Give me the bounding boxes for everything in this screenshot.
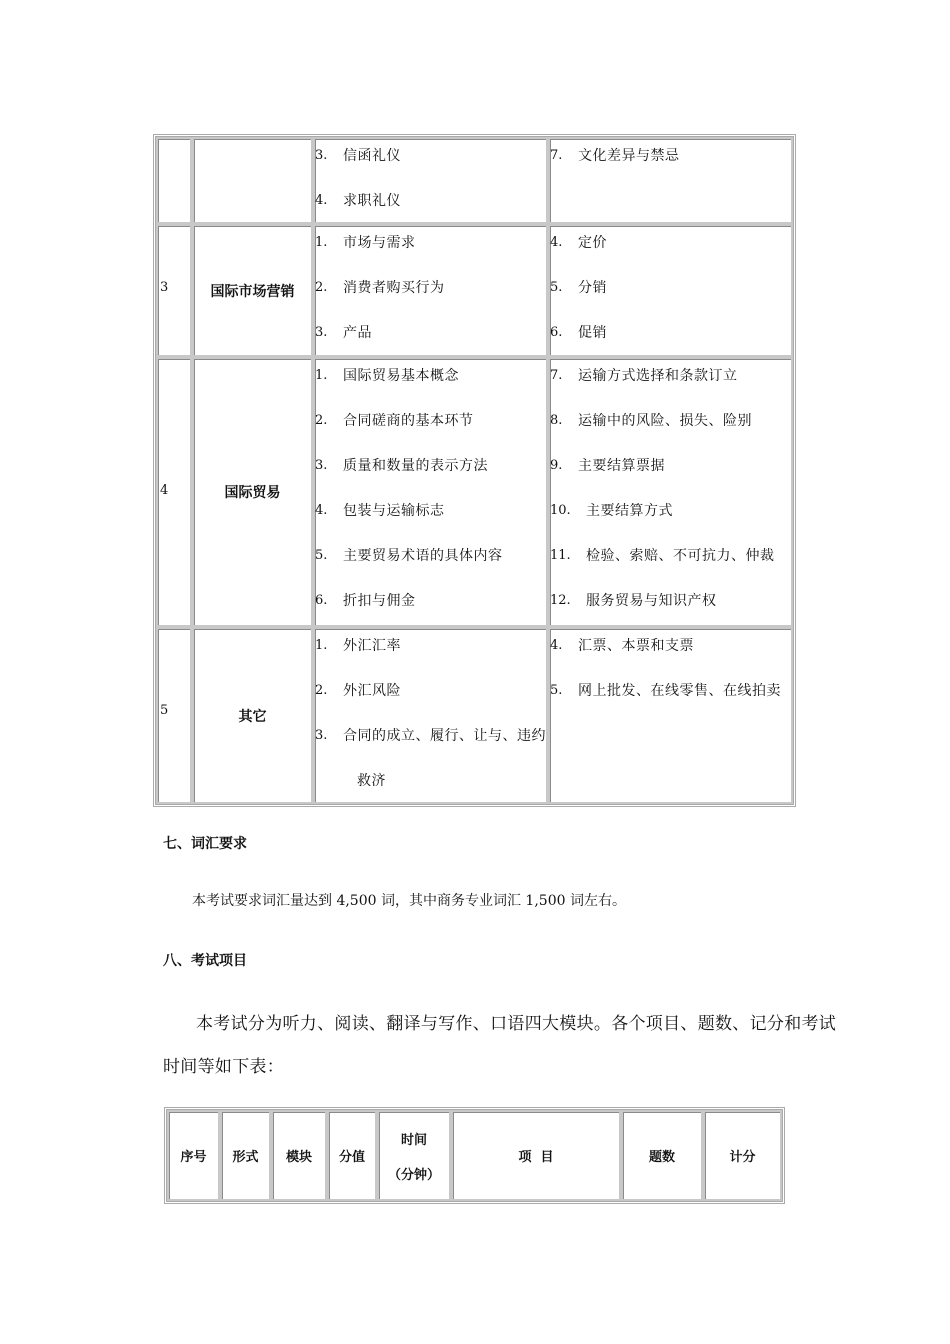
header-cell: 形式 <box>220 1110 271 1201</box>
header-cell: 时间 （分钟） <box>377 1110 451 1201</box>
module-title-cell: 国际贸易 <box>192 357 313 627</box>
header-cell: 题数 <box>621 1110 703 1201</box>
header-cell: 序号 <box>167 1110 220 1201</box>
section-heading: 七、词汇要求 <box>163 836 247 852</box>
header-cell: 计分 <box>703 1110 782 1201</box>
topics-right-cell: 4. 定价 5. 分销 6. 促销 <box>548 224 793 357</box>
module-title-cell: 其它 <box>192 627 313 804</box>
row-number-cell: 4 <box>156 357 192 627</box>
header-cell: 模块 <box>271 1110 327 1201</box>
topics-right-cell: 7. 运输方式选择和条款订立 8. 运输中的风险、损失、险别 9. 主要结算票据 10. 主要结算方式 11. 检验、索赔、不可抗力、仲裁 12. 服务贸易与知识产权 <box>548 357 793 627</box>
exam-items-table <box>164 1107 785 1204</box>
topics-right-cell: 4. 汇票、本票和支票 5. 网上批发、在线零售、在线拍卖 <box>548 627 793 804</box>
topics-left-cell: 3. 信函礼仪 4. 求职礼仪 <box>313 137 548 224</box>
topics-left-cell: 1. 外汇汇率 2. 外汇风险 3. 合同的成立、履行、让与、违约 救济 <box>313 627 548 804</box>
module-title-cell: 国际市场营销 <box>192 224 313 357</box>
syllabus-table <box>153 134 796 807</box>
module-title-cell <box>192 137 313 224</box>
topics-left-cell: 1. 市场与需求 2. 消费者购买行为 3. 产品 <box>313 224 548 357</box>
section-heading: 八、考试项目 <box>163 953 247 969</box>
paragraph: 本考试要求词汇量达到 4,500 词，其中商务专业词汇 1,500 词左右。 <box>192 893 626 909</box>
row-number-cell: 5 <box>156 627 192 804</box>
row-number-cell: 3 <box>156 224 192 357</box>
paragraph: 时间等如下表： <box>163 1057 285 1077</box>
topics-right-cell: 7. 文化差异与禁忌 <box>548 137 793 224</box>
row-number-cell <box>156 137 192 224</box>
header-cell: 分值 <box>327 1110 377 1201</box>
topics-left-cell: 1. 国际贸易基本概念 2. 合同磋商的基本环节 3. 质量和数量的表示方法 4. 包装与运输标志 5. 主要贸易术语的具体内容 6. 折扣与佣金 <box>313 357 548 627</box>
header-cell: 项 目 <box>451 1110 621 1201</box>
paragraph: 本考试分为听力、阅读、翻译与写作、口语四大模块。各个项目、题数、记分和考试 <box>196 1014 837 1034</box>
